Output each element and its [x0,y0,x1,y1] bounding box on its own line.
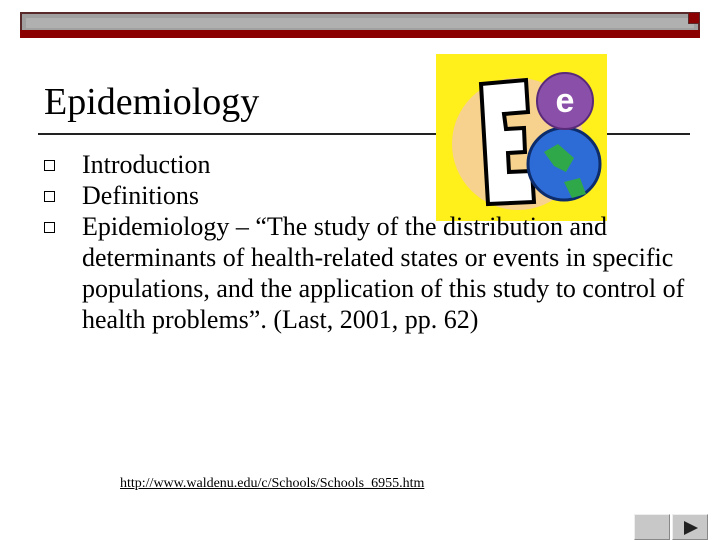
bullet-square-icon [44,160,55,171]
corner-square [688,12,700,24]
bullet-square-icon [44,222,55,233]
nav-next-button[interactable] [672,514,708,540]
bullet-introduction [38,149,698,180]
definition-text: – “The study of the distribution and determinants of health-related states or events in specific populations, and the application of this study to control of health problems”. (Last, 2001, pp. 62) [82,212,685,334]
slide-nav-controls [634,514,710,540]
bullet-definitions [38,180,698,211]
bullet-list [38,149,698,335]
slide-title: Epidemiology [44,81,260,123]
bullet-epidemiology-definition [38,211,698,335]
bullet-term: Epidemiology [82,212,230,241]
bullet-term: Definitions [82,181,199,210]
svg-text:e: e [555,82,575,120]
top-accent-stripe [20,30,700,38]
bullet-term: Introduction [82,150,211,179]
bullet-square-icon [44,191,55,202]
play-icon [684,521,698,535]
nav-prev-button[interactable] [634,514,670,540]
source-link[interactable]: http://www.waldenu.edu/c/Schools/Schools_6955.htm [120,476,425,491]
